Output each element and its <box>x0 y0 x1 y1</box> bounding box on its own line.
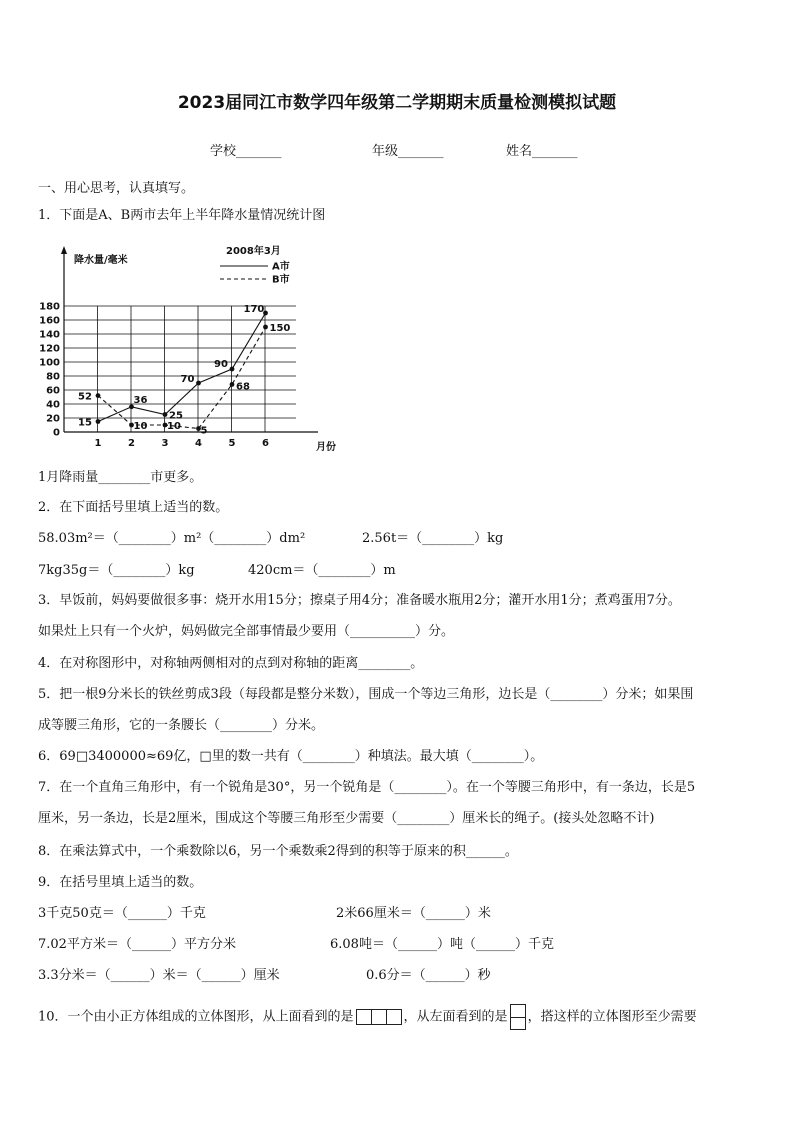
question-9-c: 7.02平方米＝（______）平方分米 <box>38 937 236 952</box>
y-tick-label: 120 <box>39 343 60 355</box>
question-5-line-2: 成等腰三角形，它的一条腰长（________）分米。 <box>38 718 325 733</box>
question-5-line-1: 5．把一根9分米长的铁丝剪成3段（每段都是整分米数），围成一个等边三角形，边长是（________）分米；如果围 <box>38 687 694 702</box>
question-9: 9．在括号里填上适当的数。 <box>38 875 203 890</box>
legend-label: B市 <box>272 274 290 286</box>
question-2-d: 420cm＝（________）m <box>248 563 396 578</box>
left-view-square-bottom <box>510 1017 526 1030</box>
x-tick-label: 4 <box>195 438 202 449</box>
y-tick-label: 20 <box>46 413 60 425</box>
data-label: 10 <box>167 421 181 432</box>
question-2-c: 7kg35g＝（________）kg <box>38 563 195 578</box>
question-1-answer: 1月降雨量________市更多。 <box>38 470 203 485</box>
chart-legend <box>220 260 290 286</box>
data-label: 10 <box>133 421 148 432</box>
top-view-square-2 <box>371 1009 387 1025</box>
y-tick-label: 160 <box>39 315 60 327</box>
question-10-part-c: ，搭这样的立体图形至少需要 <box>527 1009 697 1025</box>
x-tick-label: 5 <box>228 438 236 449</box>
data-point <box>163 412 168 417</box>
question-2: 2．在下面括号里填上适当的数。 <box>38 500 229 515</box>
question-7-line-2: 厘米，另一条边，长是2厘米，围成这个等腰三角形至少需要（________）厘米长的绳子。(接头处忽略不计) <box>38 811 655 826</box>
y-tick-label: 100 <box>39 357 60 369</box>
legend-label: A市 <box>272 261 290 273</box>
left-view-figure <box>510 1004 526 1030</box>
x-tick-labels <box>95 438 270 449</box>
question-3-line-1: 3．早饭前，妈妈要做很多事：烧开水用15分；擦桌子用4分；准备暖水瓶用2分；灌开水用1分；煮鸡蛋用7分。 <box>38 593 681 608</box>
question-9-a: 3千克50克＝（______）千克 <box>38 906 206 921</box>
question-1: 1．下面是A、B两市去年上半年降水量情况统计图 <box>38 208 326 223</box>
legend-title: 2008年3月 <box>226 246 281 257</box>
y-tick-label: 0 <box>53 427 60 439</box>
question-2-a: 58.03m²＝（________）m²（________）dm² <box>38 531 306 546</box>
y-axis-arrow <box>61 246 67 254</box>
data-label: 150 <box>269 323 291 334</box>
y-tick-label: 80 <box>46 371 60 383</box>
data-label: 5 <box>200 425 208 437</box>
data-point <box>196 381 201 386</box>
x-axis-label: 月份 <box>316 442 336 453</box>
top-view-square-1 <box>356 1009 372 1025</box>
school-field[interactable]: 学校_______ <box>210 144 282 159</box>
question-10-part-a: 10．一个由小正方体组成的立体图形，从上面看到的是 <box>38 1009 354 1025</box>
question-3-line-2: 如果灶上只有一个火炉，妈妈做完全部事情最少要用（__________）分。 <box>38 624 455 639</box>
data-label: 15 <box>78 417 92 429</box>
question-10 <box>38 1004 697 1030</box>
data-label: 70 <box>180 374 195 385</box>
data-label: 25 <box>169 410 183 422</box>
question-9-d: 6.08吨＝（______）吨（______）千克 <box>330 937 554 952</box>
y-tick-label: 60 <box>46 385 60 397</box>
data-label: 170 <box>243 304 265 315</box>
question-10-part-b: ，从左面看到的是 <box>403 1009 508 1025</box>
question-9-e: 3.3分米＝（______）米＝（______）厘米 <box>38 968 280 983</box>
name-field[interactable]: 姓名_______ <box>506 144 578 159</box>
question-7-line-1: 7．在一个直角三角形中，有一个锐角是30°，另一个锐角是（________）。在一个等腰三角形中，有一条边，长是5 <box>38 780 696 795</box>
rainfall-line-chart <box>38 240 348 460</box>
left-view-square-top <box>510 1004 526 1017</box>
question-6: 6．69□3400000≈69亿，□里的数一共有（________）种填法。最大填（________）。 <box>38 749 544 764</box>
question-2-b: 2.56t＝（________）kg <box>362 531 504 546</box>
y-tick-label: 180 <box>39 301 60 313</box>
data-point <box>96 419 101 424</box>
top-view-square-3 <box>386 1009 402 1025</box>
data-label: 90 <box>214 359 228 370</box>
section-heading: 一、用心思考，认真填写。 <box>38 181 195 196</box>
x-tick-label: 2 <box>128 438 135 449</box>
y-tick-label: 40 <box>46 399 60 411</box>
y-axis-label: 降水量/毫米 <box>74 255 128 266</box>
question-8: 8．在乘法算式中，一个乘数除以6，另一个乘数乘2得到的积等于原来的积______。 <box>38 844 518 859</box>
y-tick-label: 140 <box>39 329 60 341</box>
data-point <box>263 325 268 330</box>
data-label: 68 <box>236 381 250 393</box>
data-label: 52 <box>78 391 92 403</box>
x-tick-label: 1 <box>94 438 102 449</box>
data-label: 36 <box>133 394 148 406</box>
question-9-b: 2米66厘米＝（______）米 <box>336 906 491 921</box>
top-view-figure <box>356 1009 402 1026</box>
data-point <box>230 382 235 387</box>
x-tick-label: 3 <box>161 438 169 449</box>
x-tick-label: 6 <box>262 438 269 449</box>
y-tick-labels <box>39 302 60 439</box>
grade-field[interactable]: 年级_______ <box>372 144 444 159</box>
question-4: 4．在对称图形中，对称轴两侧相对的点到对称轴的距离________。 <box>38 656 424 671</box>
data-point <box>96 393 101 398</box>
data-point <box>230 367 235 372</box>
page-title: 2023届同江市数学四年级第二学期期末质量检测模拟试题 <box>177 93 617 113</box>
series-line-a <box>98 313 266 422</box>
question-9-f: 0.6分＝（______）秒 <box>366 968 491 983</box>
